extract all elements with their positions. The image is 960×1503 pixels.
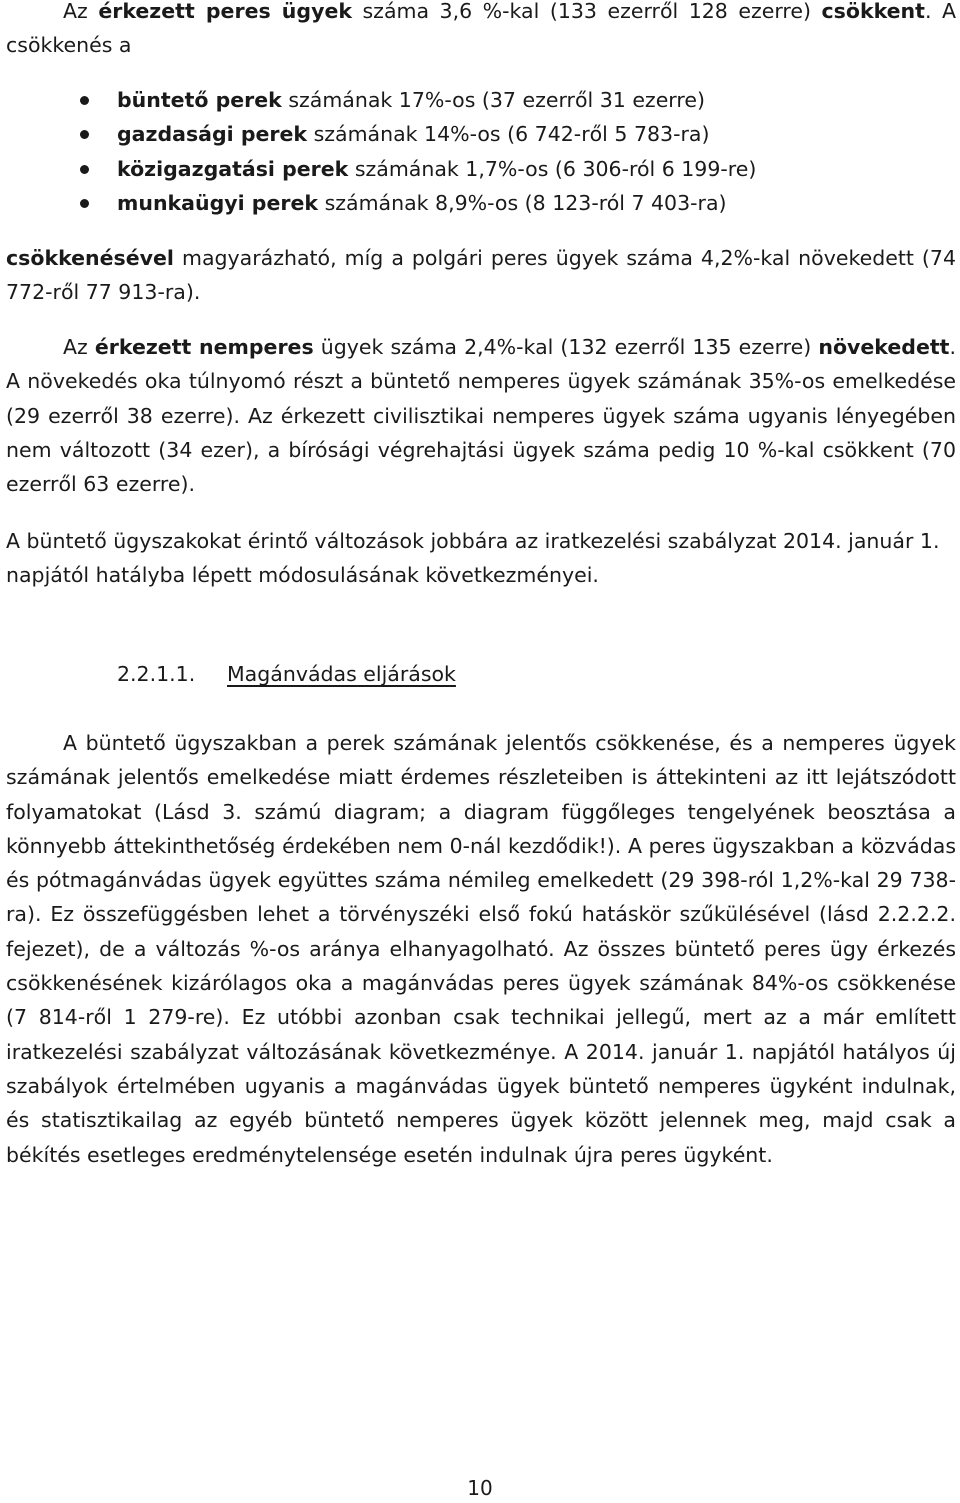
list-item	[6, 83, 946, 117]
text-span: magyarázható, míg a polgári peres ügyek száma 4,2%-kal növekedett (74 772-ről 77 913-ra).	[6, 246, 956, 305]
decrease-bullet-list	[6, 83, 946, 220]
list-item	[6, 186, 946, 220]
bold-phrase: munkaügyi perek	[117, 190, 319, 215]
bullet-icon	[80, 199, 89, 208]
text-span: Az	[63, 335, 95, 359]
text-span: ügyek száma 2,4%-kal (132 ezerről 135 ezerre)	[313, 335, 819, 359]
text-span: számának 8,9%-os (8 123-ról 7 403-ra)	[318, 190, 727, 215]
bold-phrase: csökkent	[821, 0, 925, 23]
text-span: Az	[63, 0, 99, 23]
bold-phrase: gazdasági perek	[117, 122, 308, 147]
bold-phrase: csökkenésével	[6, 246, 174, 270]
text-span: számának 17%-os (37 ezerről 31 ezerre)	[281, 88, 705, 112]
text-span: száma 3,6 %-kal (133 ezerről 128 ezerre)	[351, 0, 822, 23]
text-span: . A csökkenés a	[6, 0, 957, 58]
paragraph-civil-cases	[6, 241, 956, 310]
bullet-icon	[80, 165, 89, 174]
text-span: számának 14%-os (6 742-ről 5 783-ra)	[307, 122, 710, 147]
paragraph-non-litigious-cases	[6, 330, 956, 501]
text-span: . A növekedés oka túlnyomó részt a büntető nemperes ügyek számának 35%-os emelkedése (29 ezerről 38 ezerre). Az érkezett civilisztikai nemperes ügyek száma ugyanis lényegében nem változott (34 ezer), a bírósági végrehajtási ügyek száma pedig 10 %-kal csökkent (70 ezerről 63 ezerre).	[6, 335, 956, 497]
paragraph-private-prosecution: A büntető ügyszakban a perek számának jelentős csökkenése, és a nemperes ügyek számának jelentős emelkedése miatt érdemes részleteiben is áttekinteni az itt lejátszódott folyamatokat (Lásd 3. számú diagram; a diagram függőleges tengelyének beosztása a könnyebb áttekinthetőség érdekében nem 0-nál kezdődik!). A peres ügyszakban a közvádas és pótmagánvádas ügyek együttes száma némileg emelkedett (29 398-ról 1,2%-kal 29 738-ra). Ez összefüggésben lehet a törvényszéki első fokú hatáskör szűkülésével (lásd 2.2.2.2. fejezet), de a változás %-os aránya elhanyagolható. Az összes büntető peres ügy érkezés csökkenésének kizárólagos oka a magánvádas peres ügyek számának 84%-os csökkenése (7 814-ről 1 279-re). Ez utóbbi azonban csak technikai jellegű, mert az a már említett iratkezelési szabályzat változásának következménye. A 2014. január 1. napjától hatályos új szabályok értelmében ugyanis a magánvádas ügyek büntető nemperes ügyként indulnak, és statisztikailag az egyéb büntető nemperes ügyek között jelennek meg, majd csak a békítés esetleges eredménytelensége esetén indulnak újra peres ügyként.	[6, 731, 956, 1167]
page-number: 10	[467, 1476, 493, 1500]
section-title: Magánvádas eljárások	[227, 662, 456, 686]
bullet-icon	[80, 130, 89, 139]
bold-phrase: érkezett nemperes	[94, 335, 314, 359]
paragraph-regulation-note: A büntető ügyszakokat érintő változások jobbára az iratkezelési szabályzat 2014. január 1. napjától hatályba lépett módosulásának következményei.	[6, 529, 940, 588]
bold-phrase: növekedett	[818, 335, 950, 359]
bold-phrase: büntető perek	[117, 88, 282, 112]
bold-phrase: közigazgatási perek	[117, 156, 349, 181]
list-item	[6, 117, 946, 151]
bold-phrase: érkezett peres ügyek	[98, 0, 352, 23]
text-span: számának 1,7%-os (6 306-ról 6 199-re)	[348, 156, 757, 181]
paragraph-filed-litigious-cases	[6, 0, 956, 63]
section-heading	[117, 657, 456, 691]
bullet-icon	[80, 96, 89, 105]
section-number: 2.2.1.1.	[117, 662, 196, 686]
list-item	[6, 152, 946, 186]
